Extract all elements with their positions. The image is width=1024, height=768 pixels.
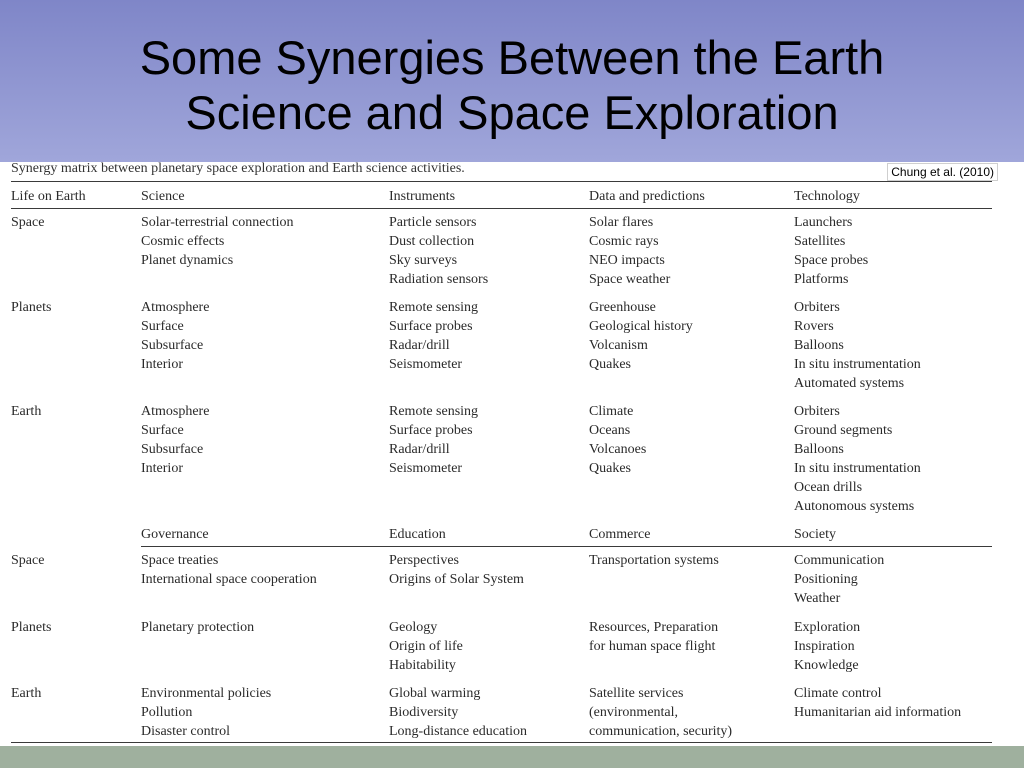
slide-title [0, 30, 1024, 140]
table-top-rule [11, 181, 992, 182]
column-header: Science [141, 189, 185, 204]
table-cell-society [794, 551, 884, 608]
column-header: Instruments [389, 189, 456, 204]
table-cell-science [141, 402, 209, 478]
section2-header-rule [141, 546, 992, 547]
column-header: Commerce [589, 527, 651, 542]
table-cell-technology-line: In situ instrumentation [794, 357, 921, 372]
table-cell-education-line: Biodiversity [389, 705, 459, 720]
table-cell-education-line: Geology [389, 620, 438, 635]
table-cell-instruments-line: Remote sensing [389, 404, 479, 419]
row-label: Earth [11, 686, 42, 701]
table-cell-science-line: Cosmic effects [141, 234, 225, 249]
table-cell-commerce [589, 684, 732, 741]
table-cell-technology-line: In situ instrumentation [794, 461, 921, 476]
table-cell-society-line: Exploration [794, 620, 861, 635]
table-cell-commerce [589, 551, 719, 570]
table-caption: Synergy matrix between planetary space exploration and Earth science activities. [11, 161, 465, 176]
table-cell-data-line: Greenhouse [589, 300, 656, 315]
table-cell-society-line: Inspiration [794, 639, 855, 654]
slide-title-line-2: Science and Space Exploration [185, 86, 839, 139]
table-cell-data [589, 402, 646, 478]
table-cell-science-line: Atmosphere [141, 404, 210, 419]
column-header: Governance [141, 527, 209, 542]
table-cell-society-line: Knowledge [794, 658, 859, 673]
table-cell-education-line: Global warming [389, 686, 481, 701]
table-cell-education-line: Long-distance education [389, 724, 528, 739]
table-cell-education-line: Perspectives [389, 553, 459, 568]
table-cell-commerce-line: for human space flight [589, 639, 716, 654]
row-label: Earth [11, 404, 42, 419]
table-cell-data-line: Quakes [589, 357, 631, 372]
table-cell-data-line: NEO impacts [589, 253, 665, 268]
table-cell-society-line: Weather [794, 591, 841, 606]
column-header: Life on Earth [11, 189, 86, 204]
table-cell-society-line: Humanitarian aid information [794, 705, 962, 720]
table-cell-data-line: Solar flares [589, 215, 654, 230]
table-cell-society-line: Climate control [794, 686, 882, 701]
table-cell-commerce-line: (environmental, [589, 705, 679, 720]
table-cell-commerce [589, 618, 718, 656]
table-cell-instruments-line: Dust collection [389, 234, 475, 249]
table-cell-technology-line: Orbiters [794, 300, 840, 315]
table-cell-society [794, 618, 860, 675]
table-cell-society-line: Positioning [794, 572, 858, 587]
table-cell-technology-line: Balloons [794, 442, 844, 457]
table-cell-data-line: Volcanism [589, 338, 648, 353]
table-cell-data-line: Oceans [589, 423, 631, 438]
table-cell-technology-line: Satellites [794, 234, 846, 249]
table-cell-governance-line: Environmental policies [141, 686, 272, 701]
table-cell-data-line: Space weather [589, 272, 671, 287]
table-cell-instruments-line: Surface probes [389, 319, 473, 334]
row-label: Space [11, 215, 45, 230]
table-cell-technology-line: Balloons [794, 338, 844, 353]
table-cell-education-line: Origin of life [389, 639, 463, 654]
table-cell-instruments-line: Seismometer [389, 357, 463, 372]
table-cell-technology-line: Rovers [794, 319, 834, 334]
table-cell-science [141, 298, 209, 374]
table-cell-instruments [389, 298, 478, 374]
table-cell-technology-line: Space probes [794, 253, 869, 268]
table-cell-data-line: Cosmic rays [589, 234, 659, 249]
table-cell-science-line: Surface [141, 423, 184, 438]
table-cell-education-line: Origins of Solar System [389, 572, 524, 587]
table-cell-data-line: Quakes [589, 461, 631, 476]
table-cell-technology-line: Platforms [794, 272, 849, 287]
table-cell-science-line: Interior [141, 357, 183, 372]
table-bottom-rule [11, 742, 992, 743]
table-cell-commerce-line: Transportation systems [589, 553, 719, 568]
table-cell-science-line: Atmosphere [141, 300, 210, 315]
table-cell-technology [794, 298, 921, 393]
table-cell-technology-line: Orbiters [794, 404, 840, 419]
table-cell-education [389, 551, 524, 589]
table-cell-technology-line: Ocean drills [794, 480, 863, 495]
row-label: Planets [11, 300, 52, 315]
table-cell-society [794, 684, 961, 722]
table-cell-instruments-line: Seismometer [389, 461, 463, 476]
table-cell-education [389, 684, 527, 741]
table-cell-instruments-line: Radiation sensors [389, 272, 489, 287]
table-cell-governance-line: Space treaties [141, 553, 219, 568]
table-cell-science-line: Subsurface [141, 338, 204, 353]
column-header: Data and predictions [589, 189, 705, 204]
table-cell-instruments-line: Radar/drill [389, 338, 450, 353]
table-cell-instruments-line: Radar/drill [389, 442, 450, 457]
table-cell-instruments-line: Remote sensing [389, 300, 479, 315]
table-cell-science [141, 213, 294, 270]
table-cell-technology-line: Ground segments [794, 423, 893, 438]
table-cell-governance [141, 684, 271, 741]
table-cell-data-line: Climate [589, 404, 634, 419]
table-cell-commerce-line: Satellite services [589, 686, 684, 701]
table-cell-governance-line: Pollution [141, 705, 193, 720]
table-cell-instruments-line: Particle sensors [389, 215, 477, 230]
table-cell-science-line: Planet dynamics [141, 253, 234, 268]
table-cell-governance [141, 551, 317, 589]
slide-title-line-1: Some Synergies Between the Earth [139, 31, 885, 84]
table-cell-science-line: Subsurface [141, 442, 204, 457]
table-cell-instruments-line: Sky surveys [389, 253, 458, 268]
table-cell-data [589, 213, 670, 289]
table-cell-education-line: Habitability [389, 658, 456, 673]
column-header: Education [389, 527, 446, 542]
column-header: Technology [794, 189, 860, 204]
table-cell-society-line: Communication [794, 553, 885, 568]
citation-label: Chung et al. (2010) [887, 163, 998, 181]
table-cell-governance-line: Planetary protection [141, 620, 255, 635]
table-cell-science-line: Solar-terrestrial connection [141, 215, 294, 230]
header-rule [11, 208, 992, 209]
table-cell-instruments [389, 402, 478, 478]
table-cell-education [389, 618, 463, 675]
table-cell-governance-line: Disaster control [141, 724, 231, 739]
table-cell-data-line: Geological history [589, 319, 693, 334]
table-cell-governance-line: International space cooperation [141, 572, 317, 587]
table-cell-technology [794, 402, 921, 516]
table-cell-technology-line: Autonomous systems [794, 499, 915, 514]
table-cell-data [589, 298, 693, 374]
row-label: Space [11, 553, 45, 568]
table-cell-commerce-line: Resources, Preparation [589, 620, 719, 635]
table-cell-technology [794, 213, 868, 289]
column-header: Society [794, 527, 836, 542]
table-cell-commerce-line: communication, security) [589, 724, 733, 739]
table-cell-technology-line: Automated systems [794, 376, 905, 391]
table-cell-data-line: Volcanoes [589, 442, 647, 457]
footer-band [0, 746, 1024, 768]
table-cell-instruments-line: Surface probes [389, 423, 473, 438]
row-label: Planets [11, 620, 52, 635]
table-cell-instruments [389, 213, 488, 289]
table-cell-governance [141, 618, 254, 637]
table-cell-science-line: Surface [141, 319, 184, 334]
table-cell-science-line: Interior [141, 461, 183, 476]
table-cell-technology-line: Launchers [794, 215, 853, 230]
